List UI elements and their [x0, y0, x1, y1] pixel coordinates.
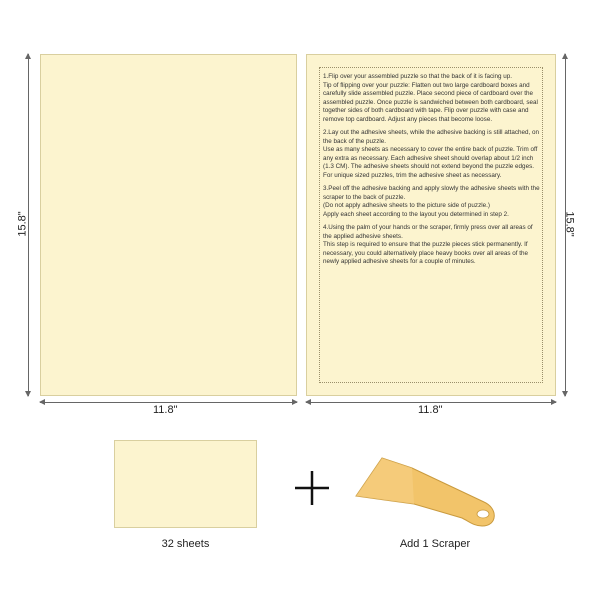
scraper-icon	[352, 452, 502, 534]
instruction-step-2: 2.Lay out the adhesive sheets, while the adhesive backing is still attached, on the back of the puzzle. Use as many sheets as necessary to cover the entire back of puzzle. Trim off any extra as necessary. Each adhesive sheet should overlap about 1/2 inch (1.3 CM). The adhesive sheets should not extend beyond the puzzle edges. For unique sized puzzles, trim the adhesive sheet as necessary.	[323, 129, 539, 179]
instruction-step-3: 3.Peel off the adhesive backing and apply slowly the adhesive sheets with the scraper to the back of puzzle. (Do not apply adhesive sheets to the picture side of puzzle.) Apply each sheet according to the layout you determined in step 2.	[323, 185, 540, 218]
left-width-label: 11.8"	[153, 404, 178, 416]
instruction-sheet	[306, 54, 556, 396]
right-width-dimension-line	[306, 402, 556, 403]
right-width-label: 11.8"	[418, 404, 443, 416]
left-height-label: 15.8"	[16, 211, 29, 237]
left-width-dimension-line	[40, 402, 297, 403]
sheets-count-caption: 32 sheets	[161, 538, 210, 550]
adhesive-sheet-large	[40, 54, 297, 396]
instruction-step-1: 1.Flip over your assembled puzzle so that the back of it is facing up. Tip of flipping over your puzzle: Flatten out two large cardboard boxes and carefully slide assembled puzzle. Place second piece of cardboard over the assembled puzzle. Once puzzle is sandwiched between both cardboard, seal together sides of both cardboard with tape. Flip over puzzle with case and remove top cardboard. Adjust any pieces that become loose.	[323, 73, 538, 123]
instructions-text	[323, 73, 541, 379]
adhesive-sheet-small	[114, 440, 257, 528]
plus-icon	[292, 468, 332, 508]
scraper-caption: Add 1 Scraper	[399, 538, 471, 550]
right-height-label: 15.8"	[563, 211, 576, 237]
instruction-step-4: 4.Using the palm of your hands or the scraper, firmly press over all areas of the applied adhesive sheets. This step is required to ensure that the puzzle pieces stick permanently. If necessary, you could alternatively place heavy books over all areas of the newly applied adhesive sheets for a couple of minutes.	[323, 224, 533, 265]
